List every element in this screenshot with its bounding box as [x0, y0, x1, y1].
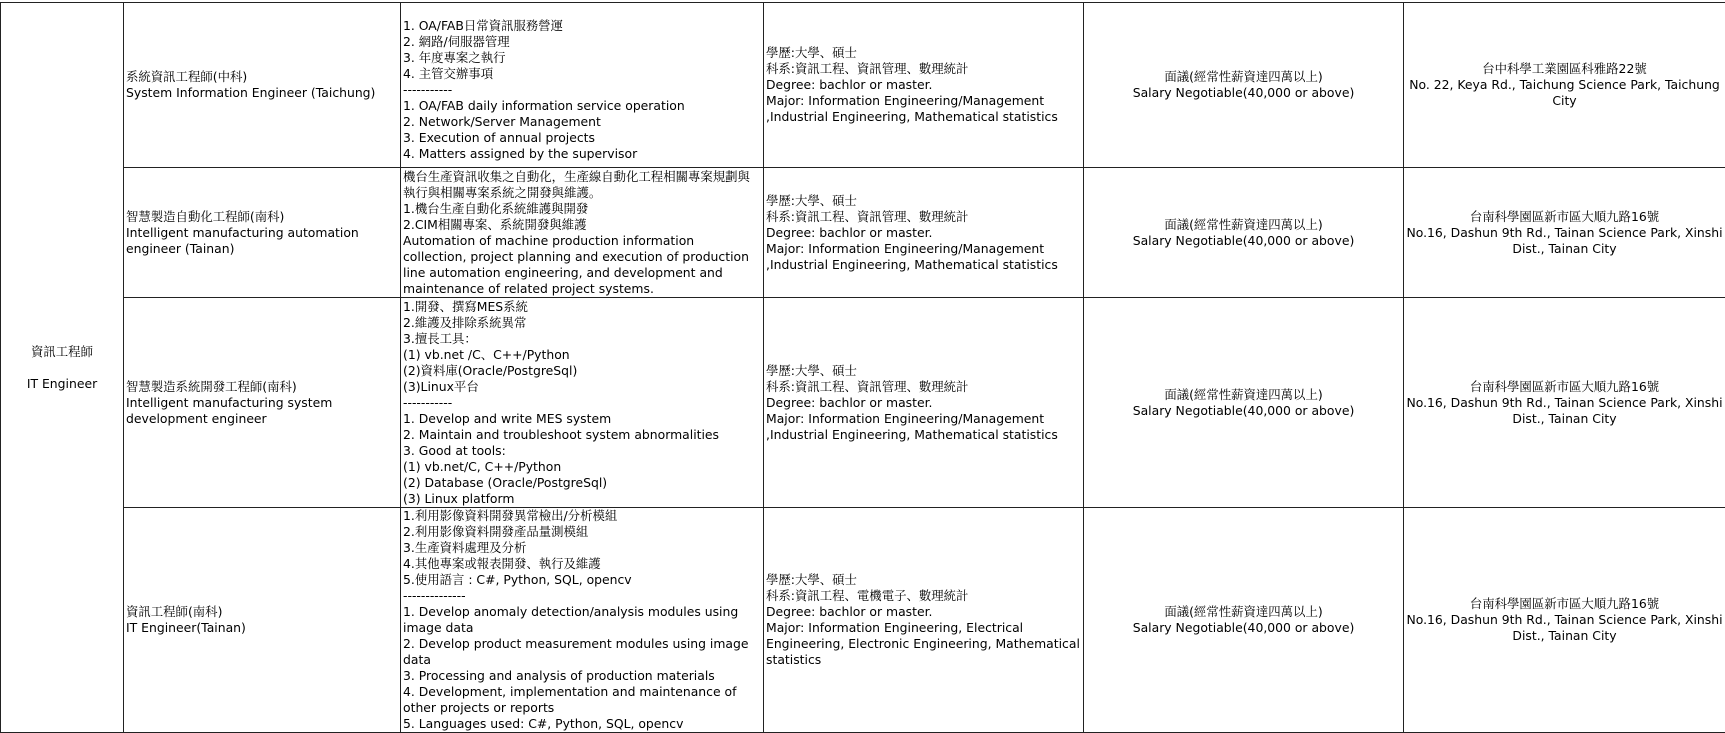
- job-salary-cell: 面議(經常性薪資達四萬以上) Salary Negotiable(40,000 or above): [1084, 298, 1404, 508]
- job-title-cell: 智慧製造系統開發工程師(南科) Intelligent manufacturing system development engineer: [124, 298, 401, 508]
- category-en: IT Engineer: [3, 376, 121, 392]
- job-requirements-cell: 學歷:大學、碩士 科系:資訊工程、電機電子、數理統計 Degree: bachlor or master. Major: Information Engineering, Electrical Engineering, Electronic Engineering, Mathematical statistics: [764, 508, 1084, 733]
- table-row: [1, 168, 1725, 298]
- job-description-cell: 機台生產資訊收集之自動化，生產線自動化工程相關專案規劃與執行與相關專案系統之開發與維護。 1.機台生產自動化系統維護與開發 2.CIM相關專案、系統開發與維護 Automation of machine production information collection, project planning and execution of production line automation engineering, and development and maintenance of related project systems.: [401, 168, 764, 298]
- table-row: [1, 298, 1725, 508]
- job-description-cell: 1.開發、撰寫MES系統 2.維護及排除系統異常 3.擅長工具： (1) vb.net /C、C++/Python (2)資料庫(Oracle/PostgreSql) (3)Linux平台 ----------- 1. Develop and write MES system 2. Maintain and troubleshoot system abnormalities 3. Good at tools: (1) vb.net/C, C++/Python (2) Database (Oracle/PostgreSql) (3) Linux platform: [401, 298, 764, 508]
- job-location-cell: 台南科學園區新市區大順九路16號 No.16, Dashun 9th Rd., Tainan Science Park, Xinshi Dist., Tainan City: [1404, 508, 1725, 733]
- job-title-cell: 系統資訊工程師(中科) System Information Engineer (Taichung): [124, 3, 401, 168]
- job-title-cell: 智慧製造自動化工程師(南科) Intelligent manufacturing automation engineer (Tainan): [124, 168, 401, 298]
- job-requirements-cell: 學歷:大學、碩士 科系:資訊工程、資訊管理、數理統計 Degree: bachlor or master. Major: Information Engineering/Management ,Industrial Engineering, Mathematical statistics: [764, 168, 1084, 298]
- job-requirements-cell: 學歷:大學、碩士 科系:資訊工程、資訊管理、數理統計 Degree: bachlor or master. Major: Information Engineering/Management ,Industrial Engineering, Mathematical statistics: [764, 3, 1084, 168]
- table-row: [1, 3, 1725, 168]
- category-cell: [1, 3, 124, 733]
- job-location-cell: 台南科學園區新市區大順九路16號 No.16, Dashun 9th Rd., Tainan Science Park, Xinshi Dist., Tainan City: [1404, 168, 1725, 298]
- job-salary-cell: 面議(經常性薪資達四萬以上) Salary Negotiable(40,000 or above): [1084, 168, 1404, 298]
- job-table: [0, 2, 1725, 733]
- job-location-cell: 台南科學園區新市區大順九路16號 No.16, Dashun 9th Rd., Tainan Science Park, Xinshi Dist., Tainan City: [1404, 298, 1725, 508]
- job-description-cell: 1. OA/FAB日常資訊服務營運 2. 網路/伺服器管理 3. 年度專案之執行 4. 主管交辦事項 ----------- 1. OA/FAB daily information service operation 2. Network/Server Management 3. Execution of annual projects 4. Matters assigned by the supervisor: [401, 3, 764, 168]
- job-location-cell: 台中科學工業園區科雅路22號 No. 22, Keya Rd., Taichung Science Park, Taichung City: [1404, 3, 1725, 168]
- job-requirements-cell: 學歷:大學、碩士 科系:資訊工程、資訊管理、數理統計 Degree: bachlor or master. Major: Information Engineering/Management ,Industrial Engineering, Mathematical statistics: [764, 298, 1084, 508]
- table-row: [1, 508, 1725, 733]
- job-salary-cell: 面議(經常性薪資達四萬以上) Salary Negotiable(40,000 or above): [1084, 508, 1404, 733]
- category-zh: 資訊工程師: [3, 344, 121, 360]
- job-title-cell: 資訊工程師(南科) IT Engineer(Tainan): [124, 508, 401, 733]
- job-description-cell: 1.利用影像資料開發異常檢出/分析模組 2.利用影像資料開發產品量測模組 3.生產資料處理及分析 4.其他專案或報表開發、執行及維護 5.使用語言 : C#, Python, SQL, opencv -------------- 1. Develop anomaly detection/analysis modules using image data 2. Develop product measurement modules using image data 3. Processing and analysis of production materials 4. Development, implementation and maintenance of other projects or reports 5. Languages used: C#, Python, SQL, opencv: [401, 508, 764, 733]
- job-salary-cell: 面議(經常性薪資達四萬以上) Salary Negotiable(40,000 or above): [1084, 3, 1404, 168]
